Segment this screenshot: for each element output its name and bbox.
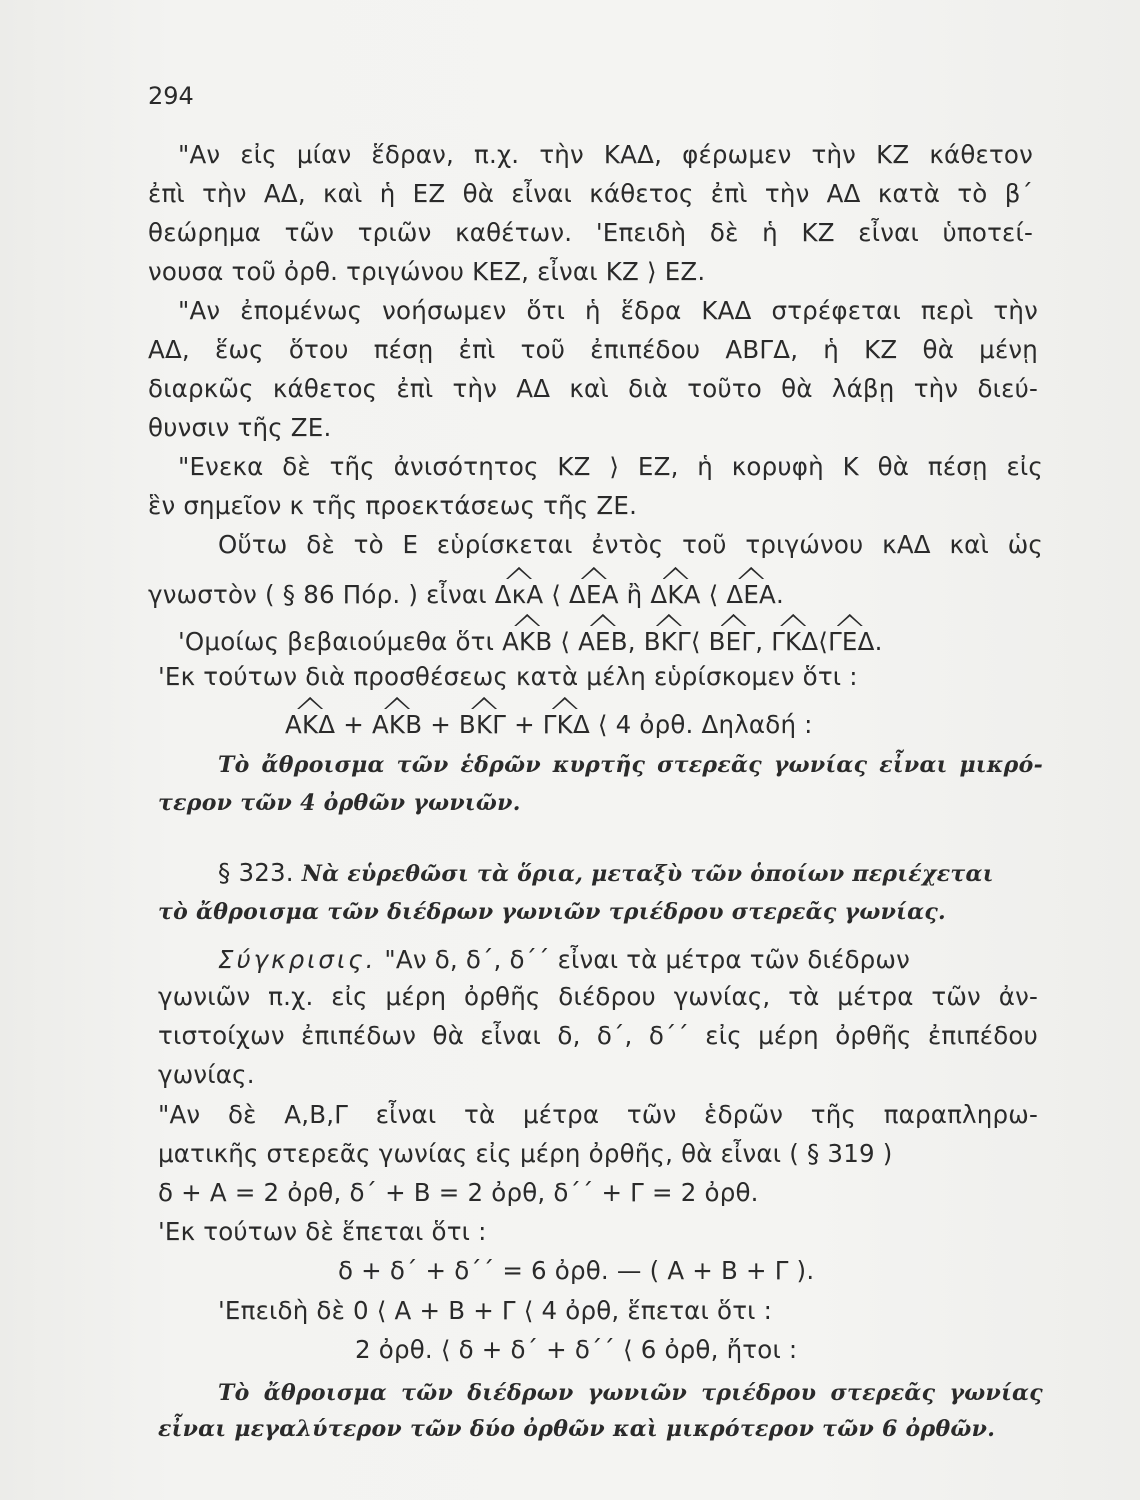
angle-vertex-start: Β xyxy=(458,710,476,739)
text-span: ⟨ xyxy=(543,580,570,609)
text-span: + xyxy=(335,710,372,739)
text-line: θεώρημα τῶν τριῶν καθέτων. 'Επειδὴ δὲ ἡ ΚΖ εἶναι ὑποτεί- xyxy=(148,218,1033,247)
section-heading xyxy=(218,858,994,889)
section-title: Νὰ εὑρεθῶσι τὰ ὅρια, μεταξὺ τῶν ὁποίων περιέχεται xyxy=(293,861,994,887)
angle-hat: Ε xyxy=(586,580,602,609)
angle-vertex-start: Β xyxy=(708,627,726,656)
angle-hat: Ε xyxy=(841,627,858,656)
text-span: ⟨ 4 ὀρθ. Δηλαδή : xyxy=(589,710,813,739)
angle-vertex-start: Γ xyxy=(771,627,786,656)
text-span: "Αν δ, δ΄, δ΄΄ εἶναι τὰ μέτρα τῶν διέδρων xyxy=(376,945,910,974)
angle-vertex-end: Α xyxy=(601,580,619,609)
text-line: διαρκῶς κάθετος ἐπὶ τὴν ΑΔ καὶ διὰ τοῦτο θὰ λάβῃ τὴν διεύ- xyxy=(148,374,1038,403)
angle-hat: κ xyxy=(511,580,527,609)
angle-vertex-start: Γ xyxy=(828,627,842,656)
angle-hat: Κ xyxy=(660,627,678,656)
text-span: + xyxy=(506,710,543,739)
text-span: , xyxy=(627,627,644,656)
angle-hat: Κ xyxy=(388,710,406,739)
text-span: ⟨ xyxy=(700,580,727,609)
angle-vertex-end: Α. xyxy=(759,580,784,609)
angle-inequality-line xyxy=(178,627,883,657)
angle-vertex-end: Β xyxy=(535,627,553,656)
page-number: 294 xyxy=(148,82,194,110)
angle-vertex-start: Α xyxy=(578,627,596,656)
angle-hat: Κ xyxy=(475,710,493,739)
angle-vertex-end: Α xyxy=(526,580,544,609)
angle-hat: Κ xyxy=(556,710,573,739)
angle-vertex-end: Δ. xyxy=(857,627,883,656)
angle-vertex-end: Δ xyxy=(801,627,819,656)
text-span: ⟨ xyxy=(818,627,829,656)
theorem-statement: Τὸ ἄθροισμα τῶν ἑδρῶν κυρτῆς στερεᾶς γωνίας εἶναι μικρό- xyxy=(218,752,1043,778)
angle-hat: Κ xyxy=(785,627,802,656)
section-title: τὸ ἄθροισμα τῶν διέδρων γωνιῶν τριέδρου στερεᾶς γωνίας. xyxy=(158,899,947,925)
text-line: τιστοίχων ἐπιπέδων θὰ εἶναι δ, δ΄, δ΄΄ εἰς μέρη ὀρθῆς ἐπιπέδου xyxy=(158,1021,1038,1050)
angle-vertex-end: Α xyxy=(683,580,701,609)
angle-sum-formula xyxy=(285,710,813,740)
angle-vertex-start: Δ xyxy=(494,580,512,609)
text-line: "Αν ἐπομένως νοήσωμεν ὅτι ἡ ἕδρα ΚΑΔ στρέφεται περὶ τὴν xyxy=(178,296,1038,325)
text-line: 'Εκ τούτων δὲ ἕπεται ὅτι : xyxy=(158,1217,487,1246)
angle-vertex-end: Β xyxy=(405,710,423,739)
angle-vertex-start: Α xyxy=(285,710,302,739)
text-line: γωνίας. xyxy=(158,1060,255,1089)
angle-vertex-end: Γ xyxy=(492,710,507,739)
text-line: ΑΔ, ἕως ὅτου πέσῃ ἐπὶ τοῦ ἐπιπέδου ΑΒΓΔ, ἡ ΚΖ θὰ μένῃ xyxy=(148,335,1038,364)
theorem-statement: Τὸ ἄθροισμα τῶν διέδρων γωνιῶν τριέδρου στερεᾶς γωνίας xyxy=(218,1380,1043,1406)
angle-vertex-start: Δ xyxy=(569,580,587,609)
proof-intro-line xyxy=(218,945,910,975)
angle-hat: Ε xyxy=(743,580,759,609)
angle-hat: Ε xyxy=(595,627,611,656)
angle-vertex-end: Γ xyxy=(677,627,691,656)
text-line: ἓν σημεῖον κ τῆς προεκτάσεως τῆς ΖΕ. xyxy=(148,491,638,520)
angle-vertex-start: Γ xyxy=(542,710,557,739)
angle-vertex-end: Δ xyxy=(318,710,336,739)
text-line: "Αν δὲ Α,Β,Γ εἶναι τὰ μέτρα τῶν ἑδρῶν τῆς παραπληρω- xyxy=(158,1100,1038,1129)
text-span: + xyxy=(422,710,459,739)
text-span: γνωστὸν ( § 86 Πόρ. ) εἶναι xyxy=(148,580,495,609)
text-span: ⟨ xyxy=(690,627,709,656)
angle-vertex-start: Β xyxy=(643,627,661,656)
angle-inequality-line xyxy=(148,580,784,610)
theorem-statement: εἶναι μεγαλύτερον τῶν δύο ὀρθῶν καὶ μικρότερον τῶν 6 ὀρθῶν. xyxy=(158,1416,996,1442)
angle-hat: Κ xyxy=(667,580,684,609)
angle-hat: Ε xyxy=(725,627,742,656)
equation-line: δ + Α = 2 ὀρθ, δ΄ + Β = 2 ὀρθ, δ΄΄ + Γ = 2 ὀρθ. xyxy=(158,1178,759,1207)
theorem-statement: τερον τῶν 4 ὀρθῶν γωνιῶν. xyxy=(158,790,521,816)
angle-vertex-start: Δ xyxy=(726,580,744,609)
text-line: νουσα τοῦ ὀρθ. τριγώνου ΚΕΖ, εἶναι ΚΖ ⟩ ΕΖ. xyxy=(148,257,706,286)
text-line: γωνιῶν π.χ. εἰς μέρη ὀρθῆς διέδρου γωνίας, τὰ μέτρα τῶν ἀν- xyxy=(158,982,1038,1011)
section-number: § 323. xyxy=(218,858,294,887)
proof-label: Σύγκρισις. xyxy=(218,945,377,974)
equation-line: δ + δ΄ + δ΄΄ = 6 ὀρθ. — ( Α + Β + Γ ). xyxy=(338,1256,815,1285)
angle-hat: Κ xyxy=(519,627,536,656)
angle-vertex-start: Α xyxy=(502,627,520,656)
angle-vertex-start: Α xyxy=(371,710,389,739)
text-line: θυνσιν τῆς ΖΕ. xyxy=(148,413,332,442)
text-span: ἢ xyxy=(618,580,651,609)
text-line: ματικῆς στερεᾶς γωνίας εἰς μέρη ὀρθῆς, θὰ εἶναι ( § 319 ) xyxy=(158,1139,893,1168)
text-span: , xyxy=(755,627,772,656)
equation-line: 2 ὀρθ. ⟨ δ + δ΄ + δ΄΄ ⟨ 6 ὀρθ, ἤτοι : xyxy=(355,1335,798,1364)
text-line: Οὕτω δὲ τὸ Ε εὑρίσκεται ἐντὸς τοῦ τριγώνου κΑΔ καὶ ὡς xyxy=(218,530,1043,559)
angle-vertex-end: Β xyxy=(610,627,628,656)
text-line: 'Επειδὴ δὲ 0 ⟨ Α + Β + Γ ⟨ 4 ὀρθ, ἕπεται ὅτι : xyxy=(218,1296,773,1325)
angle-vertex-start: Δ xyxy=(650,580,668,609)
text-line: "Ενεκα δὲ τῆς ἀνισότητος ΚΖ ⟩ ΕΖ, ἡ κορυφὴ Κ θὰ πέσῃ εἰς xyxy=(178,452,1043,481)
angle-vertex-end: Δ xyxy=(572,710,590,739)
text-line: "Αν εἰς μίαν ἕδραν, π.χ. τὴν ΚΑΔ, φέρωμεν τὴν ΚΖ κάθετον xyxy=(178,140,1033,169)
text-span: ⟨ xyxy=(552,627,579,656)
text-line: ἐπὶ τὴν ΑΔ, καὶ ἡ ΕΖ θὰ εἶναι κάθετος ἐπὶ τὴν ΑΔ κατὰ τὸ β΄ xyxy=(148,179,1033,208)
text-span: 'Ομοίως βεβαιούμεθα ὅτι xyxy=(178,627,503,656)
text-line: 'Εκ τούτων διὰ προσθέσεως κατὰ μέλη εὑρίσκομεν ὅτι : xyxy=(158,662,858,691)
angle-vertex-end: Γ xyxy=(741,627,756,656)
angle-hat: Κ xyxy=(301,710,319,739)
